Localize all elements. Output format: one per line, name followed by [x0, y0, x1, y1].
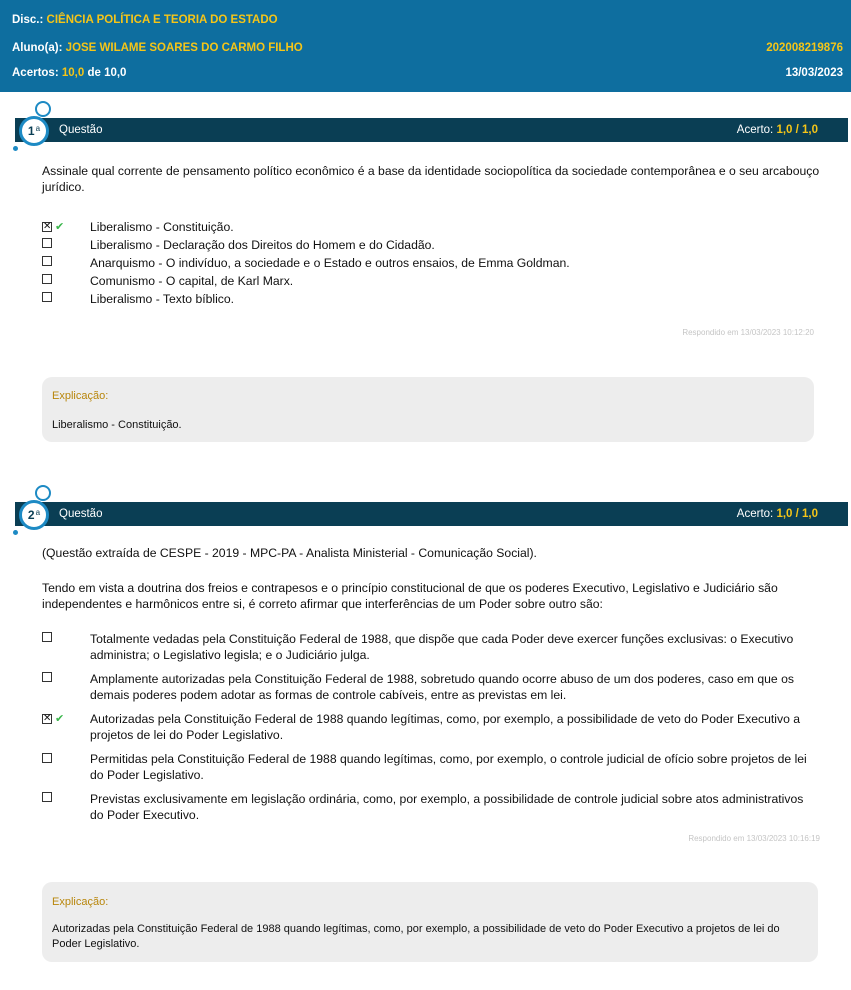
question-number: 2	[27, 508, 35, 522]
question-2-statement: Tendo em vista a doutrina dos freios e contrapesos e o princípio constitucional de que os poderes Executivo, Legislativo e Judiciário são independentes e harmônicos entre si, é correto afirmar que interferências de um Poder sobre outro são:	[42, 581, 778, 611]
question-1-bar	[15, 118, 848, 142]
student-row	[12, 40, 843, 56]
page-header	[0, 0, 851, 92]
answered-timestamp: Respondido em 13/03/2023 10:16:19	[688, 834, 820, 843]
question-2-source: (Questão extraída de CESPE - 2019 - MPC-PA - Analista Ministerial - Comunicação Social).	[42, 546, 537, 560]
question-2-score	[737, 502, 818, 526]
discipline-row	[12, 12, 843, 28]
question-2-bar	[15, 502, 848, 526]
acertos-label: Acertos:	[12, 67, 59, 79]
badge-dot-decoration	[13, 530, 18, 535]
option-checkbox[interactable]	[42, 256, 52, 266]
explanation-text: Autorizadas pela Constituição Federal de 1988 quando legítimas, como, por exemplo, a possibilidade de veto do Poder Executivo a projetos de lei do Poder Legislativo.	[52, 923, 780, 950]
badge-ring-decoration	[35, 485, 51, 501]
explanation-text: Liberalismo - Constituição.	[52, 419, 182, 431]
explanation-title: Explicação:	[52, 390, 109, 402]
option-checkbox[interactable]	[42, 222, 52, 232]
score-label: Acerto:	[736, 508, 774, 520]
student-registration: 202008219876	[766, 42, 843, 54]
question-ordinal: a	[35, 507, 41, 517]
question-1-score	[737, 118, 818, 142]
discipline-label: Disc.:	[12, 14, 44, 26]
badge-dot-decoration	[13, 146, 18, 151]
option-checkbox[interactable]	[42, 792, 52, 802]
score-value: 1,0 / 1,0	[776, 124, 818, 136]
option-checkbox[interactable]	[42, 632, 52, 642]
score-row	[12, 65, 843, 81]
option-text: Liberalismo - Declaração dos Direitos do Homem e do Cidadão.	[90, 238, 435, 252]
option-text: Anarquismo - O indivíduo, a sociedade e o Estado e outros ensaios, de Emma Goldman.	[90, 256, 570, 270]
question-number: 1	[27, 124, 35, 138]
option-text: Totalmente vedadas pela Constituição Federal de 1988, que dispõe que cada Poder deve exercer funções exclusivas: o Executivo administra; o Legislativo legisla; e o Judiciário julga.	[90, 632, 794, 662]
option-text: Liberalismo - Texto bíblico.	[90, 292, 235, 306]
explanation-title: Explicação:	[52, 896, 109, 908]
explanation-box	[42, 882, 818, 962]
question-2-number-badge	[19, 500, 49, 530]
discipline-value: CIÊNCIA POLÍTICA E TEORIA DO ESTADO	[46, 14, 278, 26]
question-1-number-badge	[19, 116, 49, 146]
acertos-value: 10,0	[61, 67, 85, 79]
badge-ring-decoration	[35, 101, 51, 117]
option-checkbox[interactable]	[42, 714, 52, 724]
option-checkbox[interactable]	[42, 672, 52, 682]
correct-check-icon: ✔	[55, 221, 65, 233]
option-text: Amplamente autorizadas pela Constituição Federal de 1988, sobretudo quando ocorre abuso de um dos poderes, caso em que os demais poderes podem adotar as formas de controle cabíveis, entre as previstas em lei.	[90, 672, 794, 702]
question-1-statement: Assinale qual corrente de pensamento político econômico é a base da identidade sociopolítica da sociedade contemporânea e o seu arcabouço jurídico.	[42, 164, 820, 194]
option-text: Previstas exclusivamente em legislação ordinária, como, por exemplo, a possibilidade de controle judicial sobre atos administrativos do Poder Executivo.	[90, 792, 804, 822]
acertos-total: de 10,0	[87, 67, 127, 79]
student-name: JOSE WILAME SOARES DO CARMO FILHO	[65, 42, 303, 54]
option-text: Comunismo - O capital, de Karl Marx.	[90, 274, 294, 288]
option-checkbox[interactable]	[42, 753, 52, 763]
explanation-box	[42, 377, 814, 442]
option-text: Liberalismo - Constituição.	[90, 220, 234, 234]
option-text: Permitidas pela Constituição Federal de 1988 quando legítimas, como, por exemplo, o controle judicial de ofício sobre projetos de lei do Poder Legislativo.	[90, 752, 807, 782]
option-text: Autorizadas pela Constituição Federal de 1988 quando legítimas, como, por exemplo, a possibilidade de veto do Poder Executivo a projetos de lei do Poder Legislativo.	[90, 712, 801, 742]
answered-timestamp: Respondido em 13/03/2023 10:12:20	[682, 328, 814, 337]
score-label: Acerto:	[736, 124, 774, 136]
student-label: Aluno(a):	[12, 42, 63, 54]
option-checkbox[interactable]	[42, 292, 52, 302]
option-checkbox[interactable]	[42, 238, 52, 248]
score-value: 1,0 / 1,0	[776, 508, 818, 520]
correct-check-icon: ✔	[55, 713, 65, 725]
question-2-label: Questão	[59, 508, 103, 520]
question-ordinal: a	[35, 123, 41, 133]
option-checkbox[interactable]	[42, 274, 52, 284]
exam-date: 13/03/2023	[785, 67, 843, 79]
question-1-label: Questão	[59, 124, 103, 136]
